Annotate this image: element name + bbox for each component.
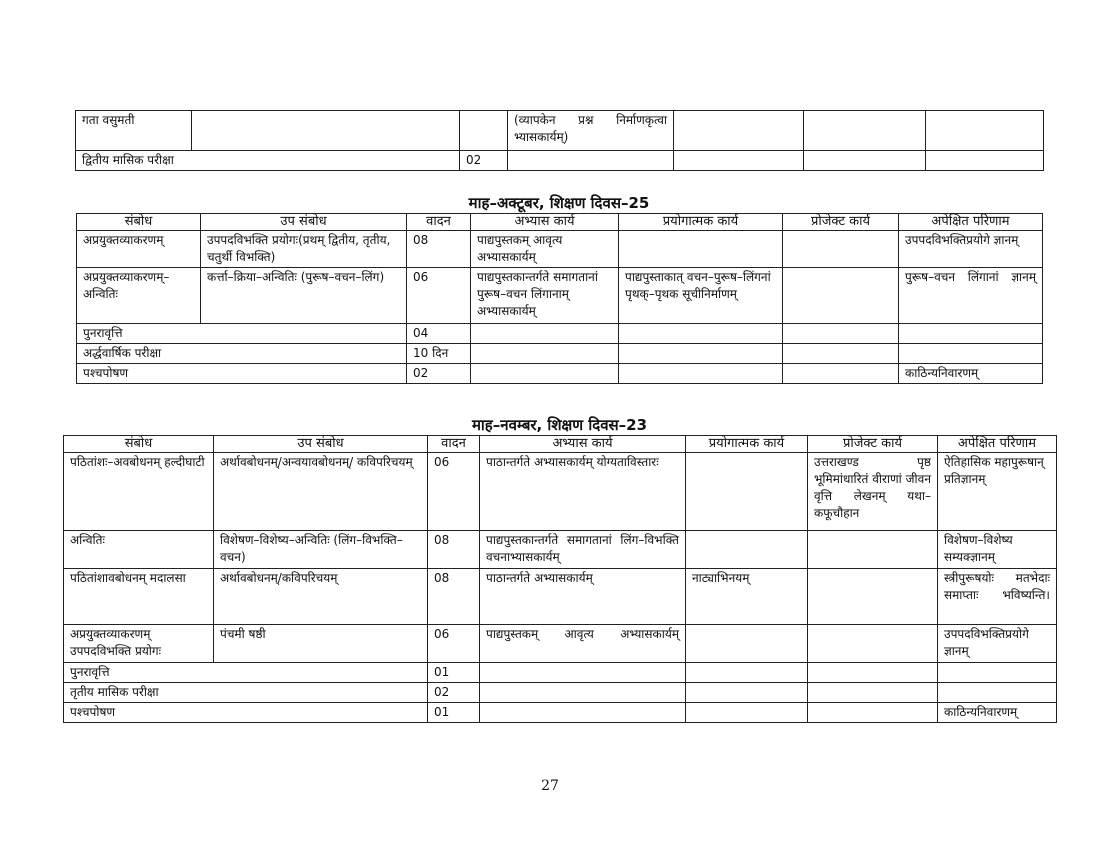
table-row: [64, 625, 1057, 663]
table-cell: पाद्यपुस्तकम् आवृत्य अभ्यासकार्यम्: [480, 625, 686, 663]
table-cell: [686, 663, 808, 683]
table-cell: अर्थावबोधनम्/कविपरिचयम्: [214, 569, 428, 625]
table-cell: [480, 703, 686, 723]
table-cell: [471, 324, 619, 344]
october-heading: माह–अक्टूबर, शिक्षण दिवस–25: [468, 194, 650, 212]
table-cell: [619, 324, 783, 344]
table-cell: उत्तराखण्ड पृष्ठ भूमिमांधारितं वीराणां जीवन वृत्ति लेखनम् यथा–कफूचौहान: [808, 453, 938, 531]
table-cell: पाद्यपुस्तकान्तर्गते समागतानां लिंग–विभक्ति वचनाभ्यासकार्यम्: [480, 531, 686, 569]
column-header: उप संबोध: [214, 436, 428, 453]
table-cell: 08: [407, 231, 471, 268]
table-row: [64, 569, 1057, 625]
table-cell: [619, 231, 783, 268]
november-table: [63, 435, 1057, 723]
column-header: प्रोजेक्ट कार्य: [783, 214, 899, 231]
table-cell: 06: [428, 625, 480, 663]
table-cell: [480, 663, 686, 683]
table-cell: पाद्यपुस्तकम् आवृत्य अभ्यासकार्यम्: [471, 231, 619, 268]
column-header: अपेक्षित परिणाम: [899, 214, 1043, 231]
table-cell: गता वसुमती: [76, 111, 192, 151]
table-cell: 04: [407, 324, 471, 344]
table-cell: ऐतिहासिक महापुरूषान् प्रतिज्ञानम्: [938, 453, 1057, 531]
table-cell: काठिन्यनिवारणम्: [899, 364, 1043, 384]
table-row: [64, 703, 1057, 723]
table-cell: अप्रयुक्तव्याकरणम्: [77, 231, 201, 268]
table-row: [77, 231, 1043, 268]
column-header: वादन: [428, 436, 480, 453]
column-header: अभ्यास कार्य: [471, 214, 619, 231]
table-cell: पठितांशावबोधनम् मदालसा: [64, 569, 214, 625]
column-header: वादन: [407, 214, 471, 231]
table-cell: विशेषण–विशेष्य सम्यक्ज्ञानम्: [938, 531, 1057, 569]
table-cell: [686, 625, 808, 663]
table-cell: स्त्रीपुरूषयोः मतभेदाः समाप्ताः भविष्यन्ति।: [938, 569, 1057, 625]
column-header: संबोध: [77, 214, 201, 231]
table-cell: कर्त्ता–क्रिया–अन्वितिः (पुरूष–वचन–लिंग): [201, 268, 407, 324]
table-cell: 02: [428, 683, 480, 703]
table-row: [64, 531, 1057, 569]
table-cell: [899, 344, 1043, 364]
table-cell: पाद्यपुस्तकान्तर्गते समागतानां पुरूष–वचन लिंगानाम् अभ्यासकार्यम्: [471, 268, 619, 324]
table-cell: (व्यापकेन प्रश्न निर्माणकृत्वा भ्यासकार्यम्): [508, 111, 674, 151]
table-cell: [938, 683, 1057, 703]
table-cell: [480, 683, 686, 703]
table-cell: [808, 683, 938, 703]
table-cell: [686, 531, 808, 569]
table-cell: अर्थावबोधनम्/अन्वयावबोधनम्/ कविपरिचयम्: [214, 453, 428, 531]
table-cell: द्वितीय मासिक परीक्षा: [76, 151, 460, 171]
table-cell: [619, 364, 783, 384]
column-header: उप संबोध: [201, 214, 407, 231]
table-cell: [686, 703, 808, 723]
table-cell: 02: [460, 151, 508, 171]
table-cell: 01: [428, 703, 480, 723]
table-row: [64, 453, 1057, 531]
table-cell: [783, 324, 899, 344]
table-cell: उपपदविभक्तिप्रयोगे ज्ञानम्: [899, 231, 1043, 268]
column-header: प्रयोगात्मक कार्य: [686, 436, 808, 453]
table-cell: [804, 151, 926, 171]
table-row: [77, 324, 1043, 344]
table-row: [77, 268, 1043, 324]
table-cell: 08: [428, 531, 480, 569]
column-header: प्रयोगात्मक कार्य: [619, 214, 783, 231]
table-cell: [808, 625, 938, 663]
table-cell: [804, 111, 926, 151]
table-cell: विशेषण–विशेष्य–अन्वितिः (लिंग–विभक्ति–वचन): [214, 531, 428, 569]
column-header: प्रोजेक्ट कार्य: [808, 436, 938, 453]
table-cell: [783, 268, 899, 324]
table-cell: [938, 663, 1057, 683]
table-cell: 02: [407, 364, 471, 384]
table-cell: पुनरावृत्ति: [77, 324, 407, 344]
table-row: [77, 364, 1043, 384]
table-cell: पुनरावृत्ति: [64, 663, 428, 683]
table-cell: अन्वितिः: [64, 531, 214, 569]
column-header: अभ्यास कार्य: [480, 436, 686, 453]
table-cell: काठिन्यनिवारणम्: [938, 703, 1057, 723]
table-cell: नाट्याभिनयम्: [686, 569, 808, 625]
table-cell: [686, 453, 808, 531]
table-cell: [674, 151, 804, 171]
table-cell: पाद्यपुस्ताकात् वचन–पुरूष–लिंगनां पृथक्–पृथक सूचीनिर्माणम्: [619, 268, 783, 324]
table-cell: अर्द्धवार्षिक परीक्षा: [77, 344, 407, 364]
table-cell: [808, 703, 938, 723]
table-cell: 01: [428, 663, 480, 683]
table-cell: [192, 111, 460, 151]
table-cell: [460, 111, 508, 151]
table-cell: पंचमी षष्ठी: [214, 625, 428, 663]
table-cell: [471, 364, 619, 384]
previous-month-table: [75, 110, 1044, 171]
table-cell: पाठान्तर्गते अभ्यासकार्यम्: [480, 569, 686, 625]
table-row: [77, 344, 1043, 364]
table-cell: [926, 151, 1044, 171]
table-cell: [808, 663, 938, 683]
table-cell: [508, 151, 674, 171]
table-cell: 06: [407, 268, 471, 324]
table-cell: अप्रयुक्तव्याकरणम् उपपदविभक्ति प्रयोगः: [64, 625, 214, 663]
table-cell: उपपदविभक्ति प्रयोगः(प्रथम् द्वितीय, तृतीय, चतुर्थी विभक्ति): [201, 231, 407, 268]
header-row: [77, 214, 1043, 231]
table-cell: [783, 364, 899, 384]
table-cell: तृतीय मासिक परीक्षा: [64, 683, 428, 703]
table-cell: [783, 344, 899, 364]
table-cell: पाठान्तर्गते अभ्यासकार्यम् योग्यताविस्तारः: [480, 453, 686, 531]
header-row: [64, 436, 1057, 453]
table-cell: पश्चपोषण: [77, 364, 407, 384]
table-cell: [783, 231, 899, 268]
table-cell: [619, 344, 783, 364]
table-row: [76, 151, 1044, 171]
table-row: [64, 663, 1057, 683]
table-cell: [686, 683, 808, 703]
column-header: अपेक्षित परिणाम: [938, 436, 1057, 453]
table-cell: [471, 344, 619, 364]
table-cell: [899, 324, 1043, 344]
table-cell: [808, 569, 938, 625]
table-cell: पठितांशः–अवबोधनम् हल्दीघाटी: [64, 453, 214, 531]
table-cell: 10 दिन: [407, 344, 471, 364]
table-row: [76, 111, 1044, 151]
table-row: [64, 683, 1057, 703]
table-cell: 08: [428, 569, 480, 625]
table-cell: पुरूष–वचन लिंगानां ज्ञानम्: [899, 268, 1043, 324]
table-cell: 06: [428, 453, 480, 531]
table-cell: अप्रयुक्तव्याकरणम्– अन्वितिः: [77, 268, 201, 324]
table-cell: [808, 531, 938, 569]
column-header: संबोध: [64, 436, 214, 453]
table-cell: उपपदविभक्तिप्रयोगे ज्ञानम्: [938, 625, 1057, 663]
page-number: 27: [541, 778, 559, 794]
table-cell: [926, 111, 1044, 151]
november-heading: माह–नवम्बर, शिक्षण दिवस–23: [471, 416, 648, 434]
october-table: [76, 213, 1043, 384]
table-cell: [674, 111, 804, 151]
table-cell: पश्चपोषण: [64, 703, 428, 723]
